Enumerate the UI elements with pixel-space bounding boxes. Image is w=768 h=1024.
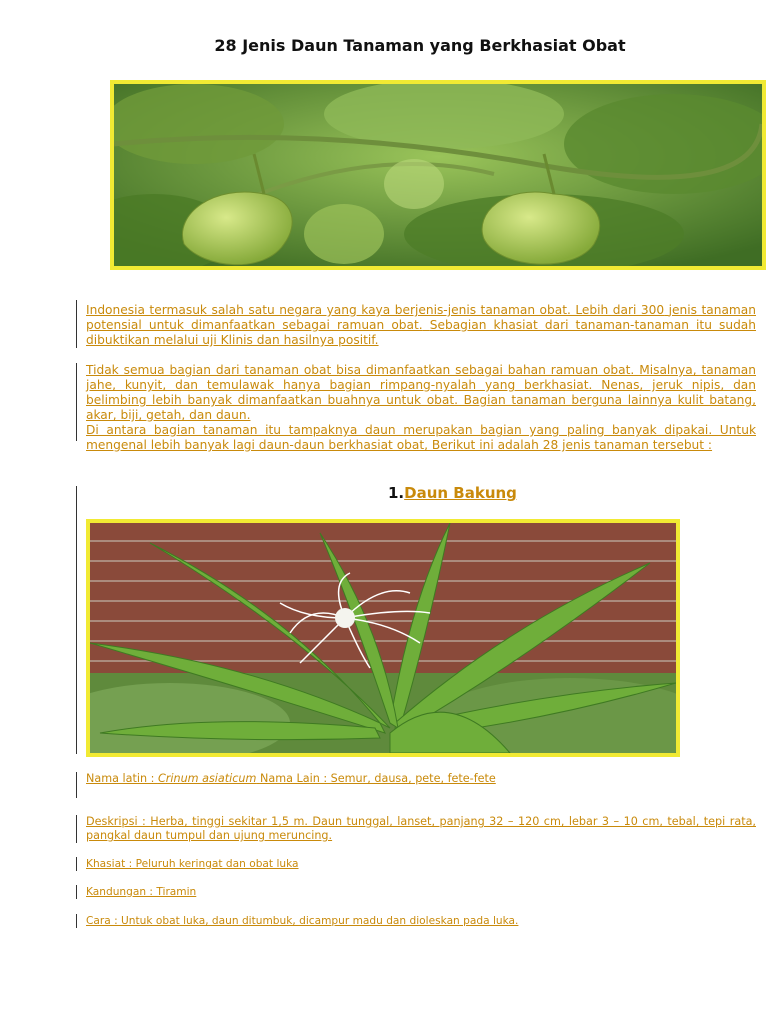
section-heading — [388, 484, 517, 502]
benefit[interactable]: Khasiat : Peluruh keringat dan obat luka — [86, 858, 299, 870]
paragraph-marker — [76, 815, 77, 843]
intro-p1-line2: jenis tanaman potensial untuk dimanfaatkan sebagai ramuan obat. — [86, 303, 756, 332]
usage[interactable]: Cara : Untuk obat luka, daun ditumbuk, dicampur madu dan dioleskan pada luka. — [86, 915, 519, 927]
intro-p2-text: Tidak semua bagian dari tanaman obat bisa dimanfaatkan sebagai bahan ramuan obat. Misalnya, tanaman jahe, kunyit, dan temulawak hanya bagian rimpang-nyalah yang berkhasiat. Nenas, jeruk nipis, dan belimbing lebih banyak dimanfaatkan buahnya untuk obat. Bagian tanaman berguna lainnya kulit batang, akar, biji, getah, dan daun. — [86, 363, 756, 422]
physalis-image — [114, 84, 762, 266]
header-photo-physalis — [110, 80, 766, 270]
intro-p1-line3: Sebagian khasiat dari tanaman-tanaman itu sudah dibuktikan melalui uji Klinis dan hasilnya positif. — [86, 318, 756, 347]
bakung-image — [90, 523, 676, 753]
daun-bakung-link[interactable]: Daun Bakung — [404, 484, 517, 502]
daun-bakung-photo — [86, 519, 680, 757]
content[interactable]: Kandungan : Tiramin — [86, 886, 197, 898]
description[interactable]: Deskripsi : Herba, tinggi sekitar 1,5 m. Daun tunggal, lanset, panjang 32 – 120 cm, lebar 3 – 10 cm, tebal, tepi rata, pangkal daun tumpul dan ujung meruncing. — [86, 815, 756, 842]
paragraph-marker — [76, 363, 77, 441]
paragraph-marker — [76, 914, 77, 928]
latin-label: Nama latin : — [86, 772, 158, 785]
paragraph-marker — [76, 300, 77, 348]
intro-paragraph-2[interactable] — [86, 363, 756, 453]
intro-p2-text2: Di antara bagian tanaman itu tampaknya daun merupakan bagian yang paling banyak dipakai. Untuk mengenal lebih banyak lagi daun-daun berkhasiat obat, Berikut ini adalah 28 jenis tanaman tersebut : — [86, 423, 756, 452]
latin-value: Crinum asiaticum — [157, 772, 257, 785]
section-number: 1. — [388, 484, 405, 502]
intro-p1-line1: Indonesia termasuk salah satu negara yang kaya berjenis-jenis tanaman obat. Lebih dari 300 — [86, 303, 665, 317]
paragraph-marker — [76, 772, 77, 798]
page-title: 28 Jenis Daun Tanaman yang Berkhasiat Obat — [214, 36, 626, 55]
intro-paragraph-1[interactable] — [86, 303, 756, 348]
section-marker — [76, 486, 77, 754]
paragraph-marker — [76, 885, 77, 899]
paragraph-marker — [76, 857, 77, 871]
other-names: Nama Lain : Semur, dausa, pete, fete-fete — [259, 772, 496, 785]
latin-and-other-names[interactable] — [86, 772, 756, 786]
